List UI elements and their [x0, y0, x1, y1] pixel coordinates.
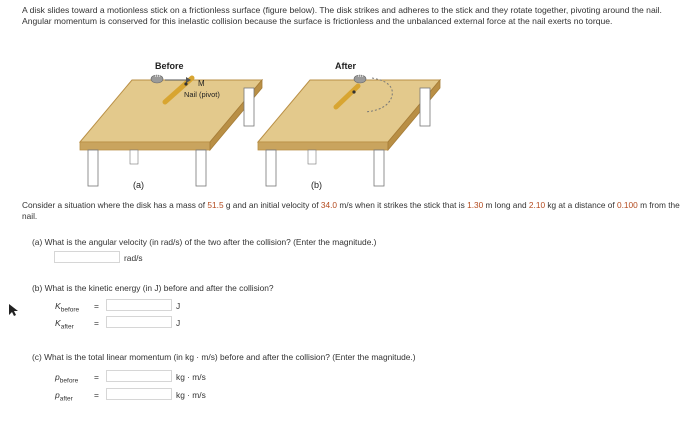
after-caption: After [335, 61, 357, 71]
k-after-input[interactable] [106, 316, 172, 328]
distance-value: 0.100 [617, 200, 638, 210]
k-before-symbol: $K_{before}$ [55, 301, 80, 314]
table-after-top [258, 80, 440, 142]
p-after-input[interactable] [106, 388, 172, 400]
question-a: (a) What is the angular velocity (in rad/s) of the two after the collision? (Enter the magnitude.) [32, 237, 377, 247]
table-before-top [80, 80, 262, 142]
mass-label: M [198, 79, 205, 88]
table-before-leg-front-left [88, 150, 98, 186]
p-before-unit: kg · m/s [176, 372, 206, 382]
table-before [80, 75, 262, 186]
stick-mass-value: 2.10 [528, 200, 546, 210]
question-b: (b) What is the kinetic energy (in J) before and after the collision? [32, 283, 274, 293]
k-before-input[interactable] [106, 299, 172, 311]
p-before-equals: = [94, 372, 99, 382]
table-after-leg-front-right [374, 150, 384, 186]
p-before-input[interactable] [106, 370, 172, 382]
table-after-leg-back-right [420, 88, 430, 126]
table-before-leg-front-right [196, 150, 206, 186]
disk-label: m [155, 73, 160, 79]
table-after-leg-front-left [266, 150, 276, 186]
velocity-value: 34.0 [320, 200, 338, 210]
table-before-leg-back-right [244, 88, 254, 126]
p-after-equals: = [94, 390, 99, 400]
figure-label-a: (a) [133, 180, 144, 190]
unit-a: rad/s [124, 253, 143, 263]
before-caption: Before [155, 61, 184, 71]
table-after-front-edge [258, 142, 388, 150]
table-before-leg-back-left [130, 150, 138, 164]
mouse-cursor-icon [8, 303, 18, 317]
p-before-symbol: $p_{before}$ [55, 372, 79, 385]
table-before-front-edge [80, 142, 210, 150]
p-after-unit: kg · m/s [176, 390, 206, 400]
k-after-symbol: $K_{after}$ [55, 318, 74, 331]
disk-label-after: m [358, 73, 363, 79]
question-c: (c) What is the total linear momentum (in kg · m/s) before and after the collision? (Enter the magnitude.) [32, 352, 416, 362]
scenario-text: Consider a situation where the disk has a mass of 51.5 g and an initial velocity of 34.0 m/s when it strikes the stick that is 1.30 m long and 2.10 kg at a distance of 0.100 m from the nail. [22, 200, 680, 221]
p-after-symbol: $p_{after}$ [55, 390, 73, 403]
nail-after [352, 90, 355, 93]
problem-intro: A disk slides toward a motionless stick on a frictionless surface (figure below). The disk strikes and adheres to the stick and they rotate together, pivoting around the nail. Angular momentum is conserved for this inelastic collision because the surface is frictionless and the unbalanced external force at the nail exerts no torque. [22, 5, 662, 26]
k-before-equals: = [94, 301, 99, 311]
figure-drawing [0, 0, 700, 200]
k-before-unit: J [176, 301, 181, 311]
nail-label: Nail (pivot) [184, 90, 220, 99]
mass-value: 51.5 [207, 200, 224, 210]
k-after-unit: J [176, 318, 181, 328]
figure-label-b: (b) [311, 180, 322, 190]
length-value: 1.30 [467, 200, 484, 210]
table-after-leg-back-left [308, 150, 316, 164]
answer-a-input[interactable] [54, 251, 120, 263]
nail-before [184, 82, 187, 85]
table-after [258, 75, 440, 186]
k-after-equals: = [94, 318, 99, 328]
